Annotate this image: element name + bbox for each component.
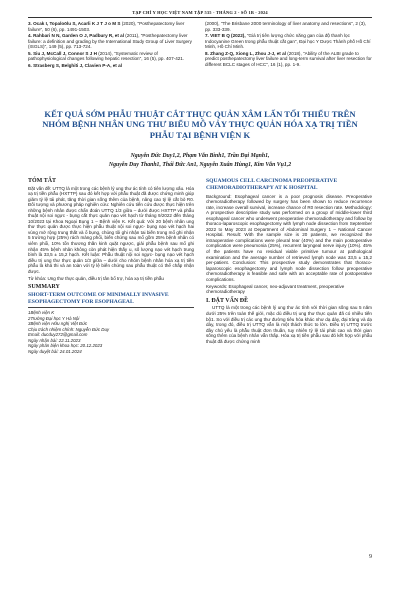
reference-item: 7. VIET B Q (2022), "Giá trị tiên lượng chức năng gan của độ thanh lọc Indocyanine Green trong phẫu thuật cắt gan", Đại học Y Dược Thành phố Hồ Chí Minh, Hồ Chí Minh. [205, 33, 371, 50]
authors-line: Nguyễn Đức Duy1,2, Phạm Văn Bình1, Trần Đại Mạnh1, [130, 153, 270, 159]
references-right-column [205, 21, 372, 69]
left-column [28, 178, 194, 354]
right-column [206, 178, 372, 354]
authors-line: Nguyễn Duy Thanh1, Thái Đức An1, Nguyễn Xuân Hùng1, Kim Văn Vụ1,2 [108, 161, 292, 168]
references-left-column [28, 21, 195, 69]
abstract-vi-text: Đặt vấn đề: UTTQ là một trong các bệnh lý ung thư ác tính có tiên lượng xấu. Hóa xạ trị tiền phẫu (HXTTP) sau đó kết hợp với phẫu thuật đã được chứng minh giúp giảm tỷ lệ tái phát, tăng thời gian sống thêm của bệnh, nâng cao tỷ lệ cắt bỏ R0. Đối tượng và phương pháp nghiên cứu: Nghiên cứu tiến cứu được thực hiện trên những bệnh nhân được chẩn đoán UTTQ 1/3 giữa – dưới được HXTTP và phẫu thuật nội soi ngực - bụng cắt thực quản nạo vét hạch từ tháng 9/2022 đến tháng 10/2023 tại Khoa Ngoại Bụng 1 – Bệnh viện K. Kết quả: Với 20 bệnh nhân ung thư thực quản được thực hiện phẫu thuật nội soi ngực- bụng nạo vét hạch hai vùng mở rộng trung thất và ổ bụng, chúng tôi ghi nhận tai biến trong mổ ghi nhận 5 trường hợp (25%) rách màng phổi, biến chứng sau mổ gồm 25% bệnh nhân có viêm phổi, 10% tổn thương thần kinh quặt ngược, giải phẫu bệnh sau mổ ghi nhận 45% bệnh nhân không còn phát hiện thấy u, số lượng nạo vét hạch trung bình là 33,5 ± 15,2 hạch. Kết luận: Phẫu thuật nội soi ngực- bụng nạo vét hạch điều trị ung thư thực quản 1/3 giữa – dưới cho nhóm bệnh nhân hóa xạ trị tiền phẫu là khả thi và an toàn với tỷ lệ biến chứng sau phẫu thuật có thể chấp nhận được. [28, 185, 194, 274]
note-line: Chịu trách nhiệm chính: Nguyễn Đức Duy [28, 326, 110, 332]
note-line: Email: ducduy272@gmail.com [28, 332, 88, 338]
note-line: 1Bệnh viện K [28, 310, 55, 316]
summary-subtitle: SHORT-TERM OUTCOME OF MINIMALLY INVASIVE ESOPHAGECTOMY FOR ESOPHAGEAL [28, 291, 169, 305]
note-line: 3Bệnh viện Hữu nghị Việt Đức [28, 321, 88, 327]
page-number: 9 [369, 554, 372, 560]
references-continued [28, 21, 372, 69]
article-title: KẾT QUẢ SỚM PHẪU THUẬT CẮT THỰC QUẢN XÂM LẤN TỐI THIỂU TRÊN NHÓM BỆNH NHÂN UNG THƯ BIỂU MÔ VẢY THỰC QUẢN HÓA XẠ TRỊ TIỀN PHẪU TẠI BỆNH VIỆN K [42, 109, 358, 140]
reference-item: 5. Siu J, McCall J, Connor S J H (2014), "Systematic review of pathophysiological changes following hepatic resection", 16 (5), pp. 407-421. [28, 50, 185, 62]
summary-subtitle-cont: SQUAMOUS CELL CARCINOMA PREOPERATIVE CHEMORADIOTHERAPY AT K HOSPITAL [206, 178, 338, 191]
reference-item: 8. Zhang Z-Q, Xiong L, Zhou J-J, et al (2018), "Ability of the ALBI grade to predict posthepatectomy liver failure and long-term survival after liver resection for different BCLC stages of HCC", 16 (1), pp. 1-9. [205, 50, 372, 68]
summary-heading: SUMMARY [28, 284, 60, 291]
keywords-vi: Từ khóa: Ung thư thực quản, điều trị tân bổ trợ, hóa xạ trị tiền phẫu [28, 275, 164, 281]
abstract-vi-heading: TÓM TẮT [28, 178, 57, 184]
author-notes [28, 310, 194, 354]
journal-header: TẠP CHÍ Y HỌC VIỆT NAM TẬP 535 - THÁNG 2 - SỐ 1B - 2024 [28, 10, 372, 18]
abstract-en-text: Background: Esophageal cancer is a poor prognosis disease. Preoperative chemoradiotherapy followed by surgery has been shown to reduce recurrence rate, increase overall survival, increase chance of R0 resection rate. Methodology: A prospective descriptive study was performed on a group of middle-lower third esophageal cancer who underwent preoperative chemoradiotherapy and follow by thoraco-laparoscopic esophagectomy with lymph node dissection from September 2022 to May 2023 at Department of Abdominal Surgery 1 – National Cancer Hospital. Result: With the sample size is 20 patients, we recognized the intraoperative complications were pleural tear (40%) and the main postoperative complication were pneumonia (25%), recurrent laryngeal nerve injury (10%). 45% of the patients have no residual viable primitive tumour at pathological examination and the average number of retrieved lymph node was 33,5 ± 15,2 per-patient. Conclusion: This prospective study demonstrates that thoraco-laparoscopic esophagectomy and lymph node dissection follow preoperative chemoradiotherapy is feasible and safe with an acceptable rate of postoperative complications. [206, 193, 372, 282]
note-line: Ngày phản biện khoa học: 20.12.2023 [28, 343, 103, 349]
section-heading: I. ĐẶT VẤN ĐỀ [206, 297, 249, 304]
footnote-divider [28, 307, 194, 308]
reference-item: 4. Rahbari N N, Garden O J, Padbury R, et al (2011), "Posthepatectomy liver failure: a definition and grading by the International Study Group of Liver Surgery (ISGLS)", 149 (5), pp. 713-724. [28, 33, 192, 50]
note-line: 2Trường Đại học Y Hà Nội [28, 315, 80, 321]
author-list [36, 152, 364, 170]
keywords-en: Keywords: Esophageal cancer, neo-adjuvant treatment, preoperative chemoradiotherapy [206, 283, 345, 295]
reference-item: 3. Ocak I, Topaloölu S, Acarli K J T J o M S (2020), "Posthepatectomy liver failure", 50 (6), pp. 1491-1503. [28, 21, 185, 32]
article-body [28, 178, 372, 354]
note-line: Ngày duyệt bài: 24.01.2024 [28, 348, 82, 354]
reference-item: (2000), "The Brisbane 2000 terminology of liver anatomy and resections", 2 (3), pp. 333-339. [205, 21, 367, 32]
note-line: Ngày nhận bài: 22.11.2023 [28, 337, 81, 343]
reference-item: 6. Strasberg S, Belghiti J, Clavien P-A, et al [28, 62, 122, 68]
section-body-text: UTTQ là một trong các bệnh lý ung thư ác tính với thời gian sống sau 5 năm dưới 25% trên toàn thế giới, mặc dù điều trị ung thư thực quản đã có nhiều tiến bộ1. So với điều trị các ung thư đường tiêu hóa khác như dạ dày, đại tràng và dạ dày, trong đó, điều trị UTTQ vẫn là một thách thức to lớn. Điều trị UTTQ trước đây chủ yếu là phẫu thuật đơn thuần, tuy nhiên tỷ lệ tái phát cao và thời gian sống thêm của bệnh nhân vẫn thấp. Hóa xạ trị tiền phẫu sau đó kết hợp với phẫu thuật đã được chứng minh [206, 305, 372, 344]
